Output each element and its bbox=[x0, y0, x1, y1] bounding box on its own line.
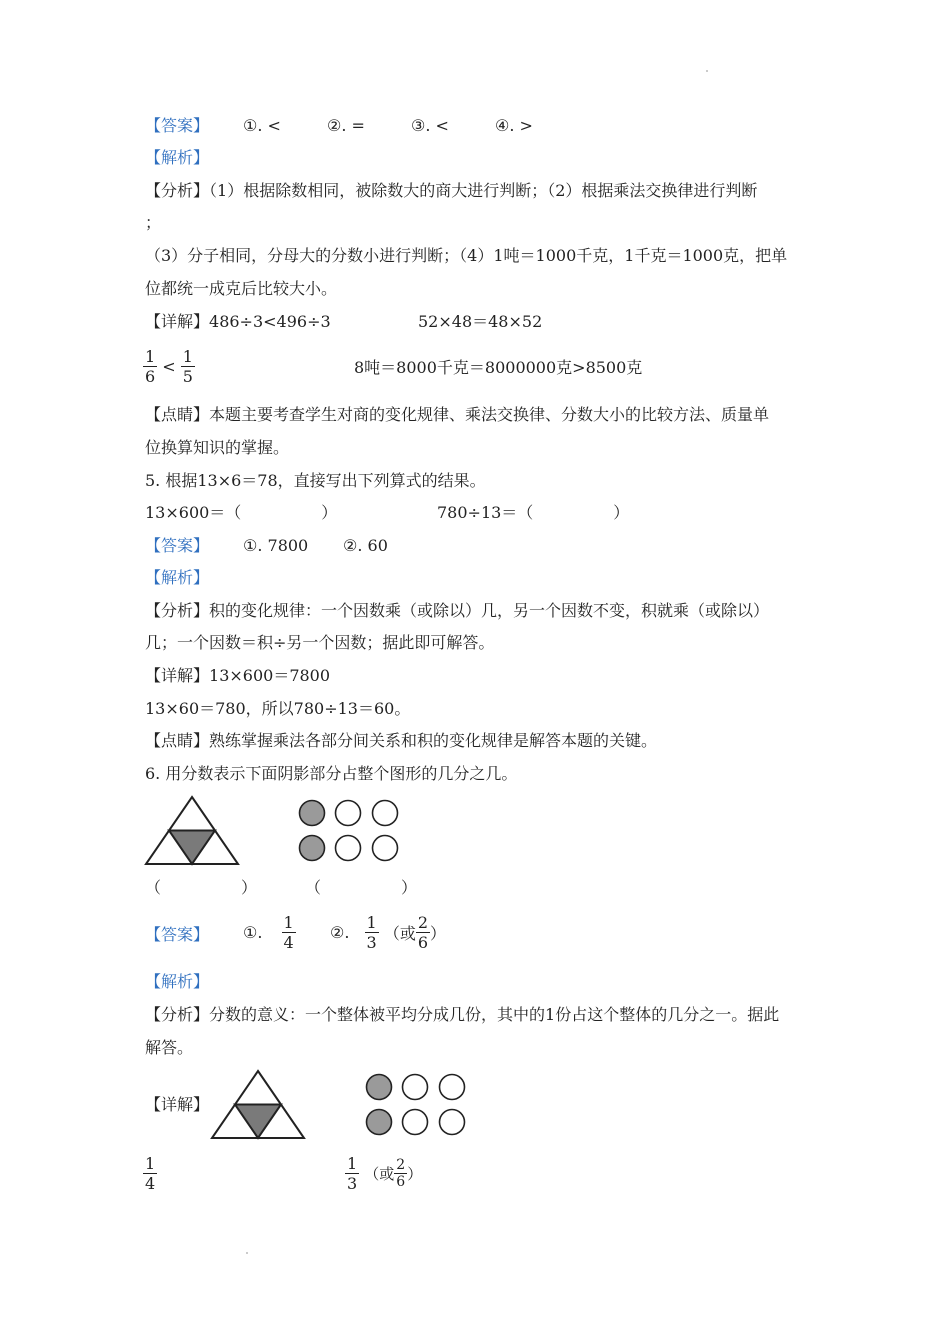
q5-detail-line1 bbox=[145, 666, 330, 686]
q4-answer-3: ③. < bbox=[411, 116, 449, 135]
q4-point-line2: 位换算知识的掌握。 bbox=[145, 438, 290, 457]
q5-analysis-line2: 几；一个因数＝积÷另一个因数；据此即可解答。 bbox=[145, 633, 495, 652]
q5-question: 5. 根据13×6＝78，直接写出下列算式的结果。 bbox=[145, 471, 486, 490]
q4-detail-b: 52×48＝48×52 bbox=[418, 312, 543, 331]
q6-detail-tag: 【详解】 bbox=[145, 1095, 210, 1114]
speck bbox=[246, 1252, 248, 1254]
q6-answer-line bbox=[145, 925, 209, 945]
point-tag: 【点睛】 bbox=[145, 405, 210, 424]
q6-blank-b: （ ） bbox=[305, 878, 418, 897]
q4-analysis-line1b: ； bbox=[145, 213, 162, 232]
q6-detail-frac1 bbox=[143, 1154, 157, 1193]
q5-blank-a: 13×600＝（ ） bbox=[145, 503, 338, 522]
fraction: $\frac{1}{6}$ bbox=[145, 347, 156, 386]
answer-tag: 【答案】 bbox=[145, 925, 210, 944]
q4-detail-line bbox=[145, 312, 331, 332]
q6-question: 6. 用分数表示下面阴影部分占整个图形的几分之几。 bbox=[145, 764, 518, 783]
detail-a: 486÷3<496÷3 bbox=[209, 312, 331, 331]
analysis-text: 积的变化规律：一个因数乘（或除以）几，另一个因数不变，积就乘（或除以） bbox=[209, 601, 770, 620]
q6-detail-frac2: $\frac{1}{3}$ （或 $\frac{2}{6}$ ） bbox=[347, 1154, 423, 1193]
detail-tag: 【详解】 bbox=[145, 666, 210, 685]
circles-figure bbox=[298, 798, 402, 864]
q4-jiexi-tag: 【解析】 bbox=[145, 148, 210, 167]
fraction: $\frac{1}{3}$ bbox=[366, 913, 377, 952]
q4-answer-2: ②. = bbox=[327, 116, 365, 135]
analysis-tag: 【分析】 bbox=[145, 601, 210, 620]
circles-figure-detail bbox=[365, 1072, 469, 1138]
point-text: 熟练掌握乘法各部分间关系和积的变化规律是解答本题的关键。 bbox=[209, 731, 658, 750]
speck bbox=[706, 70, 708, 72]
q5-answer-2: ②. 60 bbox=[343, 536, 388, 555]
point-text: 本题主要考查学生对商的变化规律、乘法交换律、分数大小的比较方法、质量单 bbox=[209, 405, 770, 424]
answer-tag: 【答案】 bbox=[145, 536, 210, 555]
analysis-text: （1）根据除数相同，被除数大的商大进行判断；（2）根据乘法交换律进行判断 bbox=[209, 181, 758, 200]
q4-fraction-compare bbox=[143, 347, 195, 386]
fraction: $\frac{1}{5}$ bbox=[182, 347, 193, 386]
q5-blank-b: 780÷13＝（ ） bbox=[437, 503, 630, 522]
q4-analysis-line2: （3）分子相同，分母大的分数小进行判断；（4）1吨＝1000千克，1千克＝1000克，把单 bbox=[145, 246, 788, 265]
q4-analysis-line1 bbox=[145, 181, 757, 201]
q5-answer-1: ①. 7800 bbox=[243, 536, 309, 555]
q5-point-line bbox=[145, 731, 657, 751]
q6-blank-a: （ ） bbox=[145, 878, 258, 897]
fraction: $\frac{2}{6}$ bbox=[396, 1157, 406, 1190]
fraction: $\frac{1}{3}$ bbox=[347, 1154, 358, 1193]
point-tag: 【点睛】 bbox=[145, 731, 210, 750]
fraction: $\frac{2}{6}$ bbox=[417, 913, 429, 952]
detail-tag: 【详解】 bbox=[145, 312, 210, 331]
analysis-text: 分数的意义：一个整体被平均分成几份，其中的1份占这个整体的几分之一。据此 bbox=[209, 1005, 780, 1024]
q5-analysis-line1 bbox=[145, 601, 769, 621]
answer-tag: 【答案】 bbox=[145, 116, 210, 135]
q4-answer-1: ①. < bbox=[243, 116, 281, 135]
q4-answer-4: ④. > bbox=[495, 116, 533, 135]
fraction: $\frac{1}{4}$ bbox=[283, 913, 294, 952]
q5-answer-line bbox=[145, 536, 209, 556]
fraction: $\frac{1}{4}$ bbox=[145, 1154, 156, 1193]
q5-jiexi-tag: 【解析】 bbox=[145, 568, 210, 587]
q4-answer-line bbox=[145, 116, 209, 136]
q4-analysis-line3: 位都统一成克后比较大小。 bbox=[145, 279, 338, 298]
q4-detail-c: 8吨＝8000千克＝8000000克>8500克 bbox=[354, 358, 643, 377]
q6-analysis-line2: 解答。 bbox=[145, 1038, 194, 1057]
triangle-figure-detail bbox=[211, 1070, 305, 1140]
q6-jiexi-tag: 【解析】 bbox=[145, 972, 210, 991]
detail-text: 13×600＝7800 bbox=[209, 666, 331, 685]
q6-answer-1: ①. $\frac{1}{4}$ bbox=[243, 913, 294, 952]
q4-point-line1 bbox=[145, 405, 769, 425]
q6-analysis-line1 bbox=[145, 1005, 779, 1025]
analysis-tag: 【分析】 bbox=[145, 1005, 210, 1024]
triangle-figure bbox=[145, 796, 239, 866]
analysis-tag: 【分析】 bbox=[145, 181, 210, 200]
q5-detail-line2: 13×60＝780，所以780÷13＝60。 bbox=[145, 699, 411, 718]
q6-answer-2: ②. $\frac{1}{3}$ （或 $\frac{2}{6}$ ） bbox=[330, 913, 447, 952]
compare-sign: < bbox=[162, 357, 176, 376]
